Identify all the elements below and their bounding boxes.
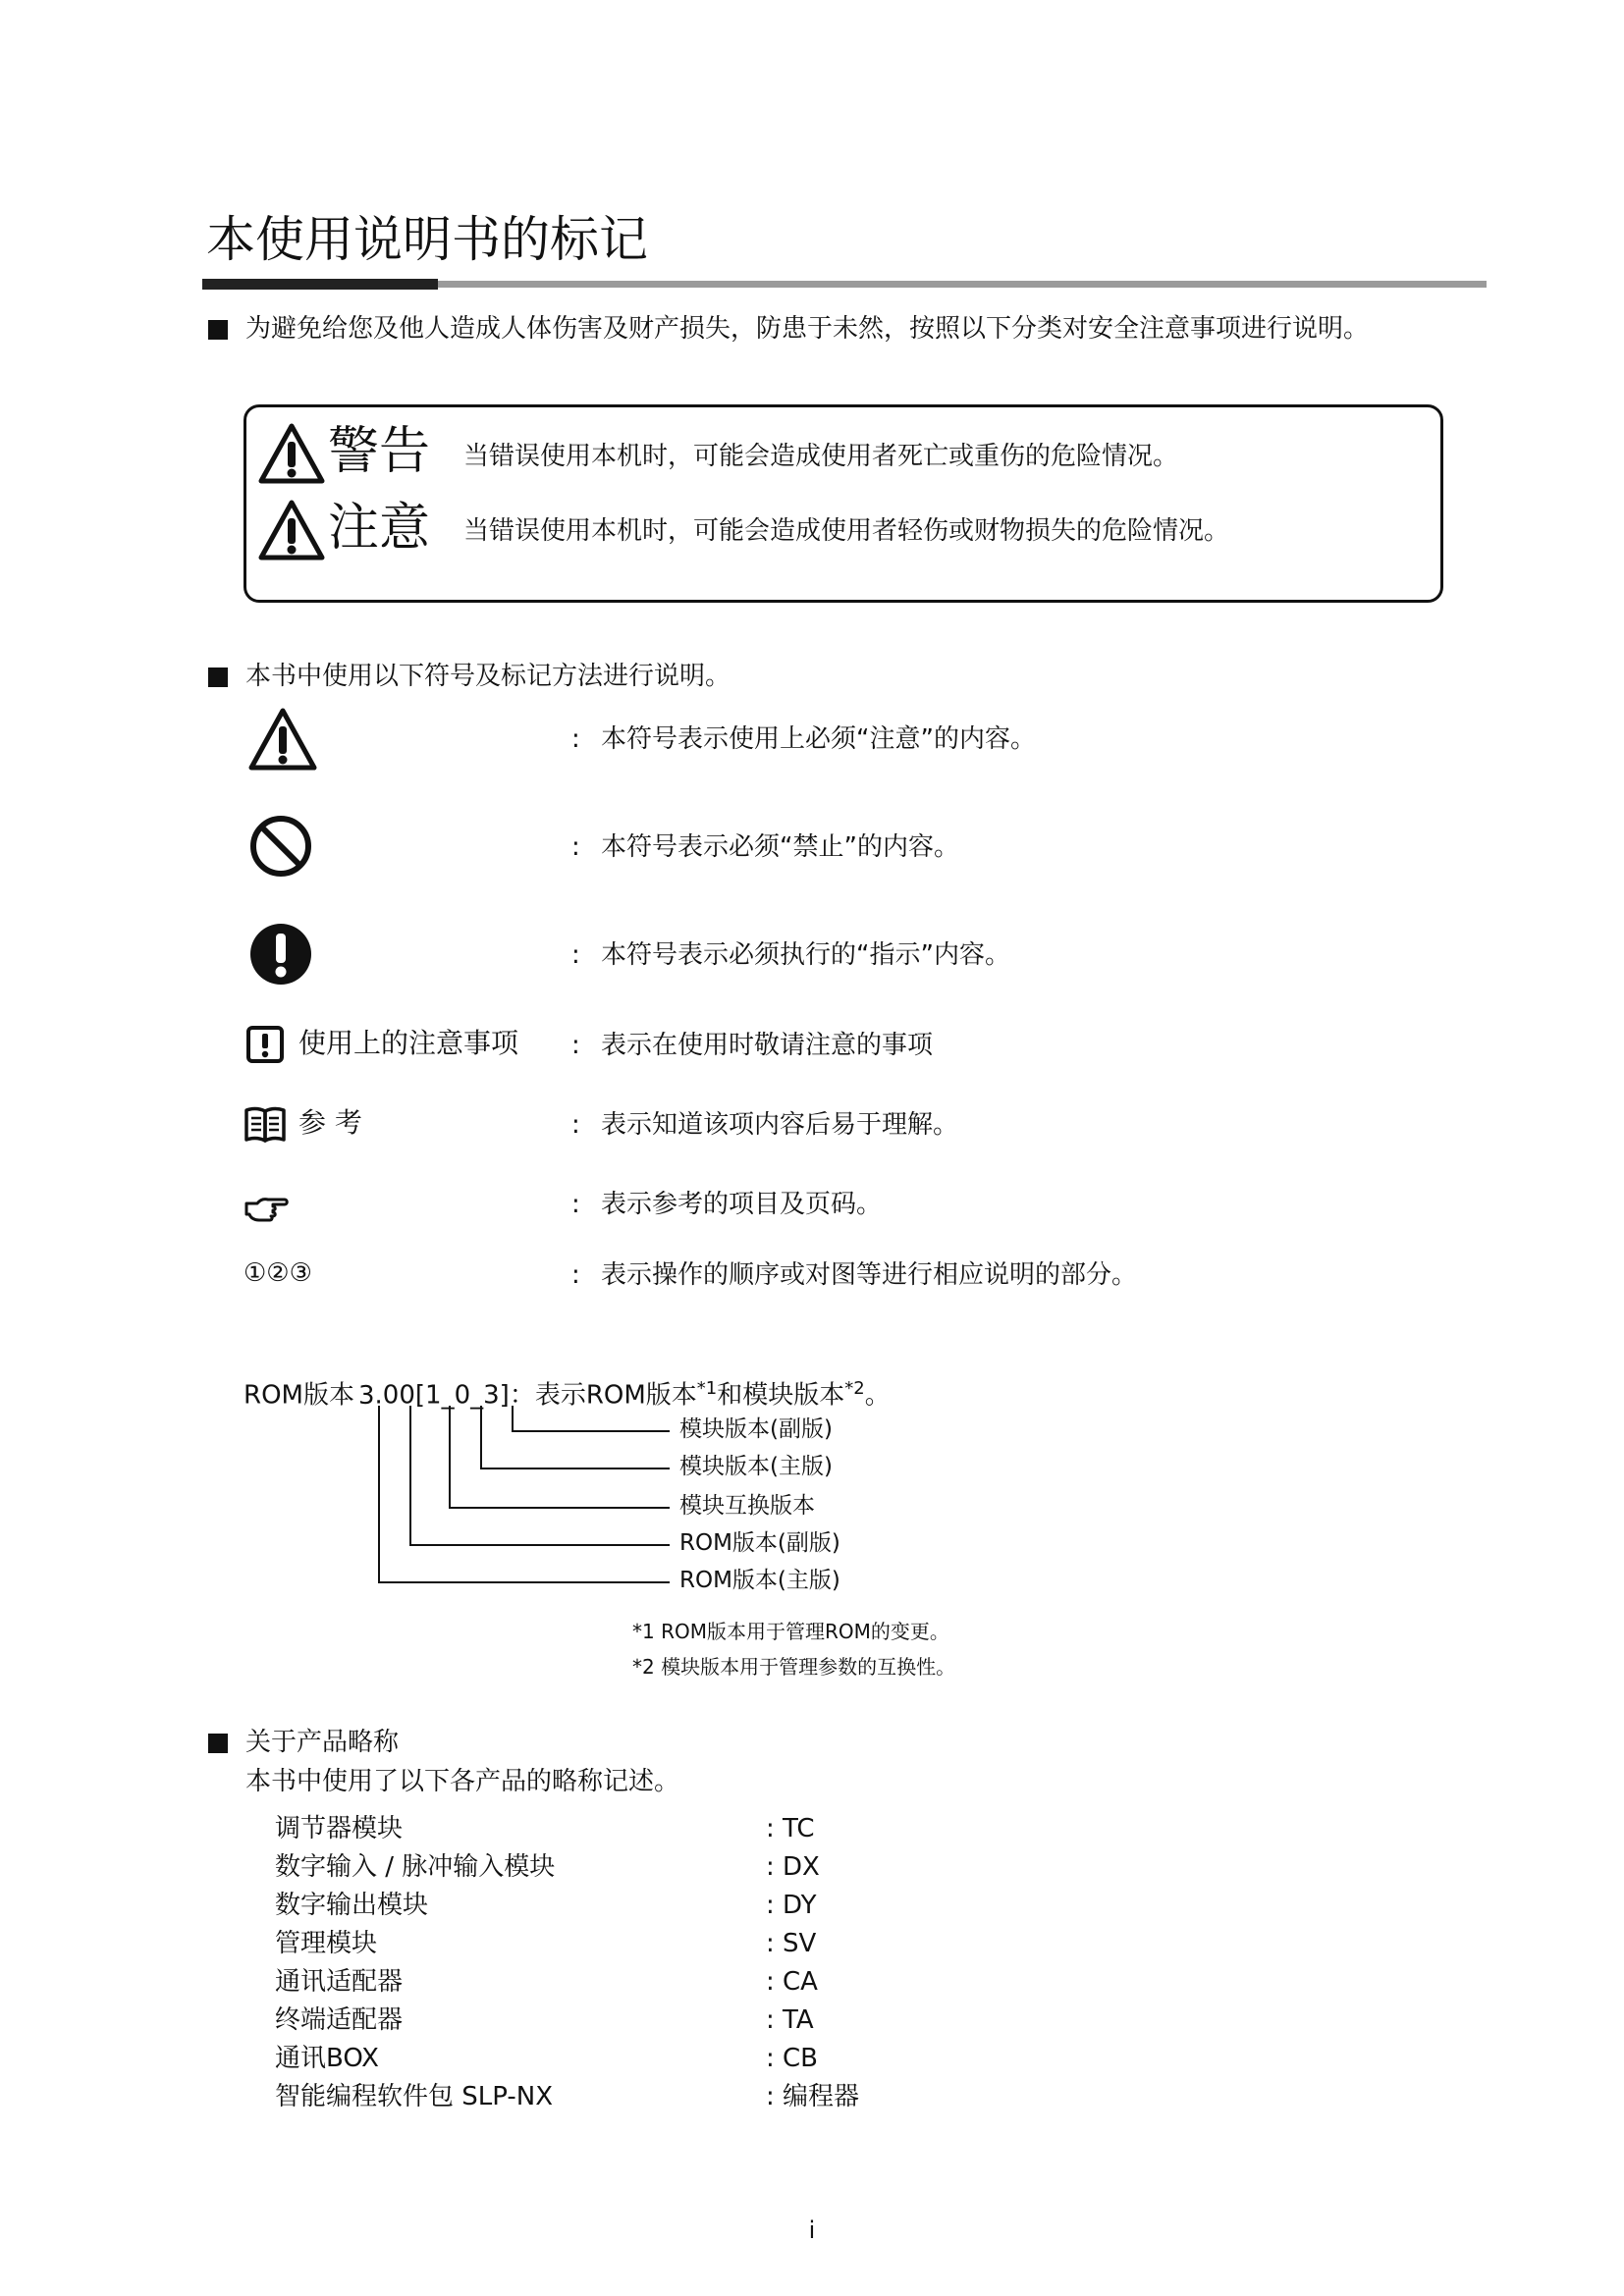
abbr-name: 终端适配器 [275,2005,404,2035]
intro-text: 为避免给您及他人造成人体伤害及财产损失，防患于未然，按照以下分类对安全注意事项进行说明。 [245,314,1370,344]
abbr-value: : CB [766,2044,819,2073]
abbr-value: : CA [766,1967,818,1997]
symbol-notice-text: 表示在使用时敬请注意的事项 [601,1031,934,1060]
rom-bracket-close: ] [499,1380,510,1411]
rom-footnote: *2 模块版本用于管理参数的互换性。 [632,1655,956,1679]
symbol-prohibition-text: 本符号表示必须“禁止”的内容。 [601,832,959,862]
symbol-colon: : [571,832,580,862]
rom-ver-major: 3 [357,1380,375,1411]
symbols-heading: 本书中使用以下符号及标记方法进行说明。 [245,662,731,691]
bullet-abbreviations [208,1734,228,1753]
rom-footnote-ref-2: *2 [844,1378,865,1399]
symbol-caution-text: 本符号表示使用上必须“注意”的内容。 [601,724,1036,754]
rom-module-a: 1 [425,1380,442,1411]
symbol-reference-text: 表示知道该项内容后易于理解。 [601,1110,959,1140]
rom-bracket-open: [ [414,1380,426,1411]
rom-desc-c: 。 [864,1380,891,1411]
symbol-colon: : [571,1190,580,1219]
rom-footnote-ref-1: *1 [696,1378,718,1399]
abbr-intro: 本书中使用了以下各产品的略称记述。 [245,1767,680,1796]
abbr-value: : 编程器 [766,2082,860,2111]
warning-label: 警告 [328,422,431,481]
abbr-name: 管理模块 [275,1929,378,1958]
abbr-value: : DY [766,1891,817,1920]
rom-desc-a: ：表示ROM版本 [509,1380,697,1411]
symbol-colon: : [571,940,580,970]
symbol-colon: : [571,1110,580,1140]
rom-footnote: *1 ROM版本用于管理ROM的变更。 [632,1620,949,1643]
abbr-name: 数字输出模块 [275,1891,429,1920]
abbr-name: 通讯BOX [275,2044,379,2073]
symbol-colon: : [571,1260,580,1290]
rom-module-c: 3 [483,1380,500,1411]
rom-legend-item: 模块互换版本 [679,1493,815,1519]
symbol-sequence-text: 表示操作的顺序或对图等进行相应说明的部分。 [601,1260,1138,1290]
symbol-colon: : [571,1031,580,1060]
symbol-page-ref-text: 表示参考的项目及页码。 [601,1190,883,1219]
abbr-name: 智能编程软件包 SLP-NX [275,2082,554,2111]
rom-sep-2: _ [470,1380,484,1411]
abbr-value: : TA [766,2005,814,2035]
notice-label: 使用上的注意事项 [298,1027,519,1059]
symbol-colon: : [571,724,580,754]
page-title: 本使用说明书的标记 [206,211,648,268]
rom-legend-item: ROM版本(副版) [679,1530,840,1556]
rom-legend-item: ROM版本(主版) [679,1568,840,1593]
abbr-value: : SV [766,1929,817,1958]
rom-prefix: ROM版本 [244,1380,354,1411]
caution-description: 当错误使用本机时，可能会造成使用者轻伤或财物损失的危险情况。 [463,516,1230,546]
abbr-name: 调节器模块 [275,1814,404,1843]
abbr-value: : DX [766,1852,820,1882]
abbr-name: 通讯适配器 [275,1967,404,1997]
caution-label: 注意 [328,499,431,558]
abbr-value: : TC [766,1814,815,1843]
abbr-name: 数字输入 / 脉冲输入模块 [275,1852,556,1882]
abbr-heading: 关于产品略称 [245,1728,400,1757]
rom-ver-minor: 00 [382,1380,415,1411]
rom-legend-item: 模块版本(副版) [679,1416,833,1442]
symbol-mandatory-text: 本符号表示必须执行的“指示”内容。 [601,940,1010,970]
page-number: i [808,2216,816,2244]
rom-sep-1: _ [441,1380,455,1411]
reference-label: 参 考 [298,1106,362,1139]
rom-legend-item: 模块版本(主版) [679,1454,833,1479]
warning-description: 当错误使用本机时，可能会造成使用者死亡或重伤的危险情况。 [463,442,1179,471]
circled-numbers-label: ①②③ [244,1258,312,1288]
rom-desc-b: 和模块版本 [717,1380,845,1411]
rom-module-b: 0 [454,1380,471,1411]
rom-ver-dot: . [374,1380,383,1411]
